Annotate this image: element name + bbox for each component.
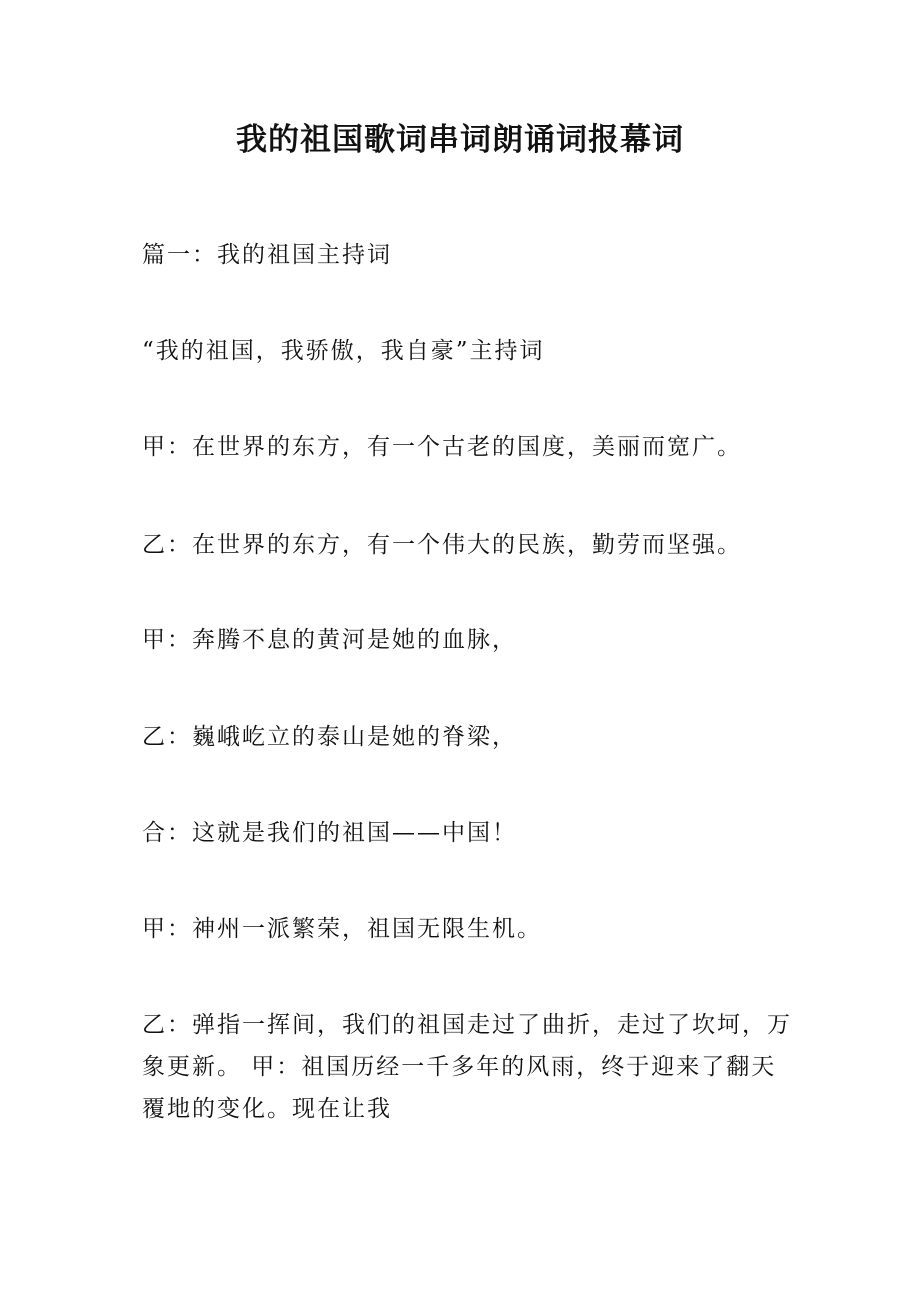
paragraph-section-heading: 篇一：我的祖国主持词 [142, 242, 392, 268]
paragraph-line: 乙：弹指一挥间，我们的祖国走过了曲折，走过了坎坷，万象更新。 甲：祖国历经一千多年的风雨，终于迎来了翻天覆地的变化。现在让我 [142, 1012, 792, 1122]
paragraph-line: 合：这就是我们的祖国——中国！ [142, 820, 517, 846]
paragraph-line: 乙：巍峨屹立的泰山是她的脊梁， [142, 724, 517, 750]
paragraph-line: 甲：神州一派繁荣，祖国无限生机。 [142, 916, 542, 942]
paragraph-subtitle: “我的祖国，我骄傲，我自豪”主持词 [142, 338, 545, 364]
paragraph-line: 乙：在世界的东方，有一个伟大的民族，勤劳而坚强。 [142, 532, 742, 558]
paragraph-line: 甲：在世界的东方，有一个古老的国度，美丽而宽广。 [142, 434, 742, 460]
paragraph-line: 甲：奔腾不息的黄河是她的血脉， [142, 627, 517, 653]
document-title: 我的祖国歌词串词朗诵词报幕词 [236, 122, 684, 158]
